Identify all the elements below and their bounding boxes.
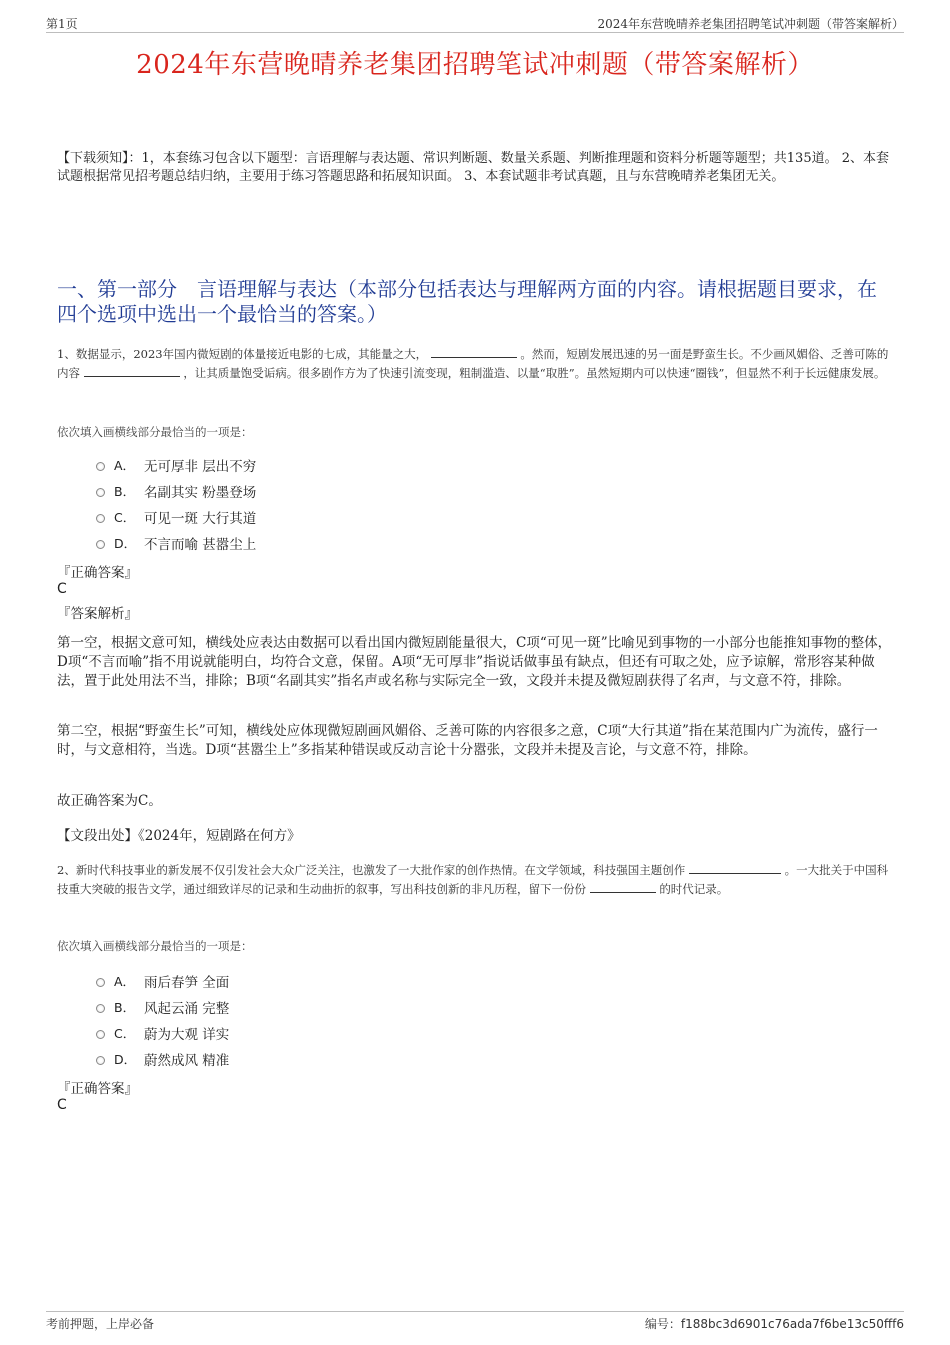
option-text: 可见一斑 大行其道 xyxy=(144,511,257,527)
radio-icon[interactable] xyxy=(96,1030,105,1039)
footer-code-label: 编号： xyxy=(644,1317,681,1331)
option-text: 无可厚非 层出不穷 xyxy=(144,459,257,475)
q1-analysis-paragraph-2: 第二空，根据“野蛮生长”可知，横线处应体现微短剧画风媚俗、乏善可陈的内容很多之意，C项“大行其道”指在某范围内广为流传，盛行一时，与文意相符，当选。D项“甚嚣尘上”多指某种错误或反动言论十分嚣张，文段并未提及言论，与文意不符，排除。 xyxy=(57,723,878,758)
question-2-stem xyxy=(57,861,896,899)
q1-answer-label: 『正确答案』 xyxy=(57,565,138,581)
q1-option-c[interactable] xyxy=(96,504,256,530)
option-text: 不言而喻 甚嚣尘上 xyxy=(144,537,257,553)
option-letter: C． xyxy=(114,1026,136,1041)
radio-icon[interactable] xyxy=(96,1004,105,1013)
radio-icon[interactable] xyxy=(96,978,105,987)
q2-answer: C xyxy=(57,1097,67,1113)
radio-icon[interactable] xyxy=(96,1056,105,1065)
q1-answer: C xyxy=(57,581,67,597)
q2-blank-1 xyxy=(689,861,781,874)
question-1-stem xyxy=(57,345,896,383)
option-letter: B． xyxy=(114,1000,136,1015)
q1-source: 【文段出处】《2024年，短剧路在何方》 xyxy=(57,828,301,844)
footer-code xyxy=(645,1315,904,1332)
q2-options xyxy=(96,968,229,1072)
q2-answer-label: 『正确答案』 xyxy=(57,1081,138,1097)
q1-stem-part-b: 。然而，短剧发展迅速的另一面是野蛮生长。不少画风媚俗、乏善可陈的内容 xyxy=(57,347,889,380)
section-heading: 一、第一部分 言语理解与表达（本部分包括表达与理解两方面的内容。请根据题目要求，在四个选项中选出一个最恰当的答案。） xyxy=(57,277,877,326)
q1-option-d[interactable] xyxy=(96,530,256,556)
footer-code-value: f188bc3d6901c76ada7f6be13c50fff6 xyxy=(680,1317,904,1331)
option-text: 蔚然成风 精准 xyxy=(144,1053,230,1069)
radio-icon[interactable] xyxy=(96,514,105,523)
q1-analysis-paragraph-1: 第一空，根据文意可知，横线处应表达由数据可以看出国内微短剧能量很大，C项“可见一斑”比喻见到事物的一小部分也能推知事物的整体，D项“不言而喻”指不用说就能明白，均符合文意，保留。A项“无可厚非”指说话做事虽有缺点，但还有可取之处，应予谅解，常形容某种做法，置于此处用法不当，排除；B项“名副其实”指名声或名称与实际完全一致，文段并未提及微短剧获得了名声，与文意不符，排除。 xyxy=(57,635,892,689)
q1-stem-part-c: ，让其质量饱受诟病。很多剧作方为了快速引流变现，粗制滥造、以量“取胜”。虽然短期内可以快速“圈钱”，但显然不利于长远健康发展。 xyxy=(183,366,886,380)
q1-blank-2 xyxy=(84,364,180,377)
option-text: 名副其实 粉墨登场 xyxy=(144,485,257,501)
q2-stem-part-b: 。一大批关于中国科技重大突破的报告文学，通过细致详尽的记录和生动曲折的叙事，写出科技创新的非凡历程，留下一份份 xyxy=(57,863,889,896)
header-doc-title: 2024年东营晚晴养老集团招聘笔试冲刺题（带答案解析） xyxy=(597,17,904,31)
page-header xyxy=(46,14,904,33)
footer-slogan: 考前押题，上岸必备 xyxy=(46,1317,155,1331)
option-letter: A． xyxy=(114,458,136,473)
q1-stem-part-a: 1、数据显示，2023年国内微短剧的体量接近电影的七成，其能量之大， xyxy=(57,347,428,361)
q1-option-b[interactable] xyxy=(96,478,256,504)
radio-icon[interactable] xyxy=(96,462,105,471)
option-letter: B． xyxy=(114,484,136,499)
document-title: 2024年东营晚晴养老集团招聘笔试冲刺题（带答案解析） xyxy=(136,50,814,80)
q1-prompt: 依次填入画横线部分最恰当的一项是： xyxy=(57,425,253,439)
radio-icon[interactable] xyxy=(96,488,105,497)
q2-option-d[interactable] xyxy=(96,1046,229,1072)
q1-conclusion: 故正确答案为C。 xyxy=(57,793,162,809)
option-letter: D． xyxy=(114,536,137,551)
q1-option-a[interactable] xyxy=(96,452,256,478)
radio-icon[interactable] xyxy=(96,540,105,549)
option-text: 风起云涌 完整 xyxy=(144,1001,230,1017)
q2-stem-part-c: 的时代记录。 xyxy=(659,882,729,896)
q2-option-b[interactable] xyxy=(96,994,229,1020)
option-text: 蔚为大观 详实 xyxy=(144,1027,230,1043)
page-number: 第1页 xyxy=(46,17,78,31)
q2-blank-2 xyxy=(590,880,656,893)
option-letter: A． xyxy=(114,974,136,989)
download-notice: 【下载须知】：1，本套练习包含以下题型：言语理解与表达题、常识判断题、数量关系题、判断推理题和资料分析题等题型；共135道。 2、本套试题根据常见招考题总结归纳，主要用于练习答题思路和拓展知识面。 3、本套试题非考试真题，且与东营晚晴养老集团无关。 xyxy=(57,151,889,184)
q1-analysis-label: 『答案解析』 xyxy=(57,606,138,622)
q2-option-c[interactable] xyxy=(96,1020,229,1046)
q2-prompt: 依次填入画横线部分最恰当的一项是： xyxy=(57,939,253,953)
option-letter: D． xyxy=(114,1052,137,1067)
q2-option-a[interactable] xyxy=(96,968,229,994)
q1-blank-1 xyxy=(431,345,517,358)
q2-stem-part-a: 2、新时代科技事业的新发展不仅引发社会大众广泛关注，也激发了一大批作家的创作热情。在文学领域，科技强国主题创作 xyxy=(57,863,686,877)
page-footer xyxy=(46,1311,904,1332)
q1-options xyxy=(96,452,256,556)
option-text: 雨后春笋 全面 xyxy=(144,975,230,991)
option-letter: C． xyxy=(114,510,136,525)
